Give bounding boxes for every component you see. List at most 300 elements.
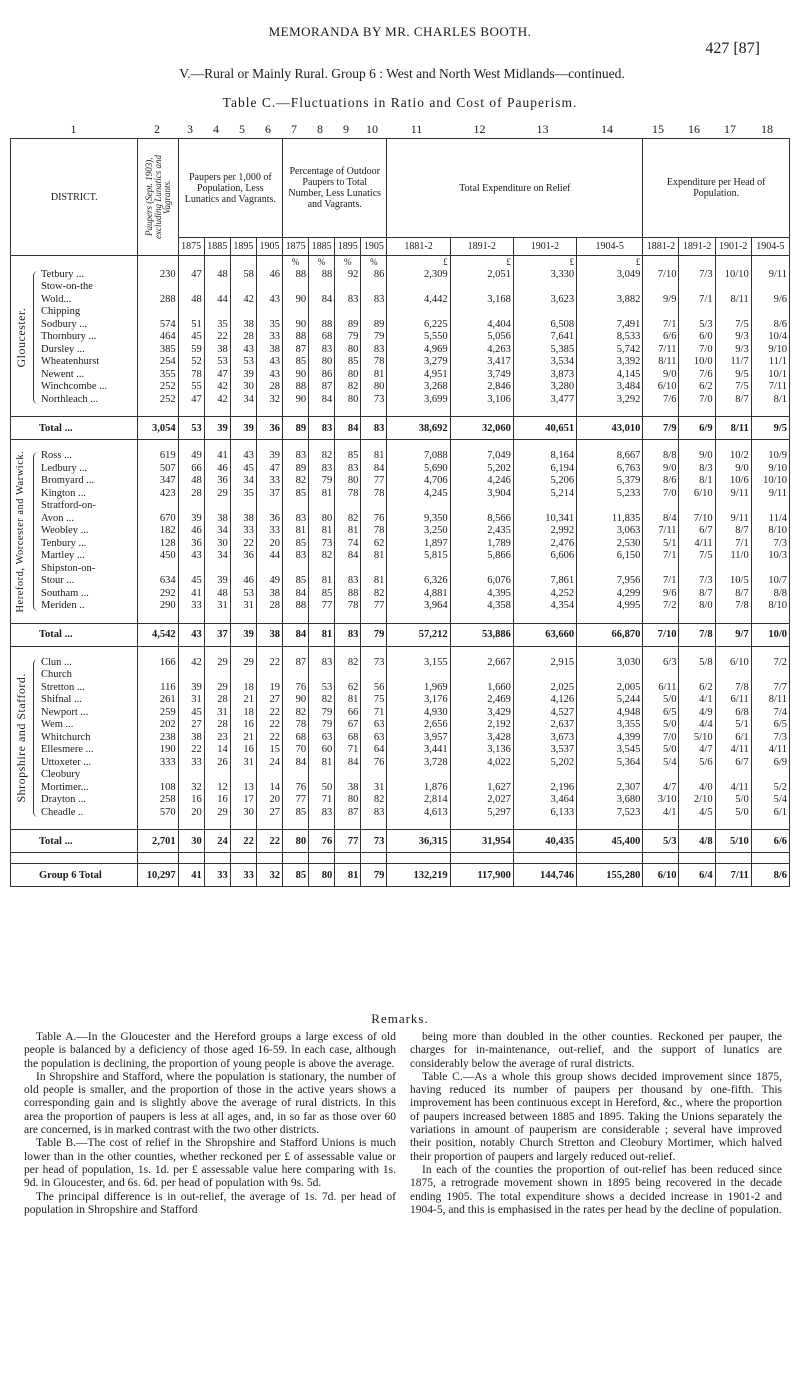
cell-value: 16 xyxy=(230,719,256,732)
cell-value xyxy=(643,306,679,319)
cell-value: 4,246 xyxy=(450,475,513,488)
cell-value xyxy=(679,769,715,782)
cell-value: 5/0 xyxy=(643,694,679,707)
cell-value: 78 xyxy=(283,719,309,732)
cell-value xyxy=(450,281,513,294)
cell-value: 4,263 xyxy=(450,344,513,357)
district-name: Thornbury ... xyxy=(11,331,138,344)
cell-value: 85 xyxy=(309,588,335,601)
cell-value: 28 xyxy=(204,719,230,732)
table-row xyxy=(11,525,790,538)
cell-value: 4,969 xyxy=(387,344,450,357)
cell-value: 4,358 xyxy=(450,600,513,613)
cell-value: 83 xyxy=(361,417,387,440)
cell-value: 78 xyxy=(178,369,204,382)
cell-value: 9/0 xyxy=(715,463,751,476)
cell-value: 128 xyxy=(138,538,178,551)
district-name: Kington ... xyxy=(11,488,138,501)
year-header: 1881-2 xyxy=(387,238,450,256)
cell-value: 79 xyxy=(309,707,335,720)
cell-value: 83 xyxy=(361,344,387,357)
table-row xyxy=(11,369,790,382)
cell-value: 81 xyxy=(361,575,387,588)
table-row xyxy=(11,563,790,576)
cell-value: 83 xyxy=(335,575,361,588)
cell-value: 4,527 xyxy=(513,707,576,720)
cell-value: 10/0 xyxy=(679,356,715,369)
table-row xyxy=(11,319,790,332)
pound-mark: £ xyxy=(513,256,576,269)
district-name: Whitchurch xyxy=(11,732,138,745)
cell-value xyxy=(283,281,309,294)
cell-value: 3,957 xyxy=(387,732,450,745)
cell-value: 56 xyxy=(361,682,387,695)
cell-value: 3,054 xyxy=(138,417,178,440)
district-name: Dursley ... xyxy=(11,344,138,357)
cell-value: 6,133 xyxy=(513,807,576,820)
cell-value: 88 xyxy=(283,331,309,344)
table-row xyxy=(11,707,790,720)
cell-value: 3,292 xyxy=(577,394,643,407)
cell-value: 83 xyxy=(309,807,335,820)
cell-value: 86 xyxy=(309,369,335,382)
district-name: Northleach ... xyxy=(11,394,138,407)
cell-value: 16 xyxy=(230,744,256,757)
cell-value xyxy=(715,669,751,682)
cell-value: 38 xyxy=(256,344,282,357)
cell-value: 41 xyxy=(178,588,204,601)
cell-value xyxy=(230,769,256,782)
cell-value: 288 xyxy=(138,294,178,307)
cell-value: 30 xyxy=(230,807,256,820)
district-name: Bromyard ... xyxy=(11,475,138,488)
cell-value: 7,861 xyxy=(513,575,576,588)
cell-value xyxy=(178,306,204,319)
table-title: Table C.—Fluctuations in Ratio and Cost of Pauperism. xyxy=(222,95,578,110)
cell-value xyxy=(309,669,335,682)
table-row xyxy=(11,744,790,757)
district-name: Shifnal ... xyxy=(11,694,138,707)
cell-value xyxy=(335,306,361,319)
district-name: Newent ... xyxy=(11,369,138,382)
unit-marks-row xyxy=(11,256,790,269)
cell-value xyxy=(230,669,256,682)
cell-value: 32 xyxy=(256,394,282,407)
cell-value: 252 xyxy=(138,394,178,407)
cell-value: 5,815 xyxy=(387,550,450,563)
cell-value: 8/11 xyxy=(643,356,679,369)
cell-value: 5/1 xyxy=(715,719,751,732)
cell-value: 4/4 xyxy=(679,719,715,732)
cell-value: 28 xyxy=(178,488,204,501)
cell-value: 84 xyxy=(309,394,335,407)
cell-value: 43 xyxy=(256,356,282,369)
cell-value: 5,202 xyxy=(513,757,576,770)
cell-value: 3,280 xyxy=(513,381,576,394)
district-name: Drayton ... xyxy=(11,794,138,807)
cell-value: 7/1 xyxy=(715,538,751,551)
cell-value: 3,534 xyxy=(513,356,576,369)
cell-value: 10/1 xyxy=(751,369,789,382)
cell-value: 5/0 xyxy=(715,807,751,820)
cell-value xyxy=(361,669,387,682)
cell-value: 8/11 xyxy=(715,417,751,440)
cell-value: 36 xyxy=(256,513,282,526)
cell-value xyxy=(715,281,751,294)
table-row xyxy=(11,356,790,369)
cell-value: 2,469 xyxy=(450,694,513,707)
cell-value: 53 xyxy=(204,356,230,369)
cell-value: 4,542 xyxy=(138,623,178,646)
cell-value xyxy=(577,500,643,513)
cell-value: 30 xyxy=(204,538,230,551)
cell-value: 39 xyxy=(230,417,256,440)
cell-value: 76 xyxy=(283,682,309,695)
remark-paragraph: Table B.—The cost of relief in the Shropshire and Stafford Unions is much lower than in the other counties, whether reckoned per £ of assessable value or per head of population, 1s. 1d. per £ assessable value here comparing with 1s. 9d. in Gloucester, and 6s. 6d. per head of population with 9s. 5d. xyxy=(24,1137,396,1190)
cell-value xyxy=(387,669,450,682)
cell-value: 4,951 xyxy=(387,369,450,382)
cell-value: 24 xyxy=(204,830,230,853)
cell-value: 3,330 xyxy=(513,269,576,282)
district-name: Avon ... xyxy=(11,513,138,526)
district-name: Clun ... Shropshire and Stafford. xyxy=(11,657,138,670)
cell-value xyxy=(679,306,715,319)
cell-value: 48 xyxy=(178,294,204,307)
year-header: 1901-2 xyxy=(715,238,751,256)
cell-value: 26 xyxy=(204,757,230,770)
cell-value: 2,992 xyxy=(513,525,576,538)
cell-value: 83 xyxy=(309,657,335,670)
total-row xyxy=(11,864,790,887)
cell-value: 4,354 xyxy=(513,600,576,613)
cell-value: 6/10 xyxy=(715,657,751,670)
cell-value: 22 xyxy=(256,657,282,670)
cell-value: 5/1 xyxy=(643,538,679,551)
remarks-column-right xyxy=(410,1031,782,1217)
table-row xyxy=(11,450,790,463)
cell-value: 83 xyxy=(335,623,361,646)
cell-value: 89 xyxy=(283,417,309,440)
cell-value: 2,307 xyxy=(577,782,643,795)
cell-value: 45 xyxy=(230,463,256,476)
column-numbers xyxy=(10,122,790,138)
page-header xyxy=(0,0,800,90)
cell-value: 83 xyxy=(361,294,387,307)
cell-value: 33 xyxy=(230,525,256,538)
table-row xyxy=(11,757,790,770)
cell-value: 35 xyxy=(256,319,282,332)
year-header: 1881-2 xyxy=(643,238,679,256)
cell-value: 16 xyxy=(204,794,230,807)
cell-value xyxy=(309,769,335,782)
cell-value: 7/11 xyxy=(643,344,679,357)
cell-value: 79 xyxy=(361,864,387,887)
cell-value: 423 xyxy=(138,488,178,501)
cell-value: 670 xyxy=(138,513,178,526)
cell-value: 2,051 xyxy=(450,269,513,282)
cell-value: 1,969 xyxy=(387,682,450,695)
group-brace xyxy=(33,659,39,818)
cell-value xyxy=(204,500,230,513)
cell-value: 11/0 xyxy=(715,550,751,563)
cell-value: 116 xyxy=(138,682,178,695)
cell-value: 7/4 xyxy=(751,707,789,720)
cell-value: 47 xyxy=(204,369,230,382)
cell-value: 39 xyxy=(230,623,256,646)
table-row xyxy=(11,600,790,613)
district-name: Newport ... xyxy=(11,707,138,720)
cell-value: 9/6 xyxy=(643,588,679,601)
cell-value: 3,136 xyxy=(450,744,513,757)
remarks-title: Remarks. xyxy=(371,1011,429,1026)
cell-value: 12 xyxy=(204,782,230,795)
group-brace xyxy=(33,452,39,611)
cell-value: 7,956 xyxy=(577,575,643,588)
cell-value xyxy=(715,563,751,576)
cell-value: 31 xyxy=(204,707,230,720)
column-number: 6 xyxy=(265,122,271,136)
cell-value: 6,076 xyxy=(450,575,513,588)
year-header: 1905 xyxy=(361,238,387,256)
cell-value: 5,056 xyxy=(450,331,513,344)
cell-value: 38 xyxy=(204,344,230,357)
cell-value: 36,315 xyxy=(387,830,450,853)
cell-value: 92 xyxy=(335,269,361,282)
cell-value: 82 xyxy=(335,381,361,394)
cell-value: 10/6 xyxy=(715,475,751,488)
perhead-header: Expenditure per Head of Population. xyxy=(643,139,790,238)
cell-value: 44 xyxy=(204,294,230,307)
cell-value: 83 xyxy=(283,550,309,563)
cell-value: 27 xyxy=(178,719,204,732)
cell-value xyxy=(256,769,282,782)
cell-value: 1,789 xyxy=(450,538,513,551)
table-row xyxy=(11,475,790,488)
column-number: 17 xyxy=(724,122,736,136)
cell-value: 32 xyxy=(256,864,282,887)
cell-value: 53 xyxy=(309,682,335,695)
cell-value: 11/1 xyxy=(751,356,789,369)
cell-value: 52 xyxy=(178,356,204,369)
cell-value: 71 xyxy=(309,794,335,807)
cell-value: 84 xyxy=(309,294,335,307)
cell-value: 3,250 xyxy=(387,525,450,538)
district-name: Stratford-on- xyxy=(11,500,138,513)
cell-value: 3,428 xyxy=(450,732,513,745)
cell-value: 43 xyxy=(256,294,282,307)
cell-value: 5/3 xyxy=(679,319,715,332)
cell-value: 10/4 xyxy=(751,331,789,344)
cell-value: 33 xyxy=(256,475,282,488)
cell-value: 3,464 xyxy=(513,794,576,807)
cell-value: 20 xyxy=(256,794,282,807)
group-label: Hereford, Worcester and Warwick. xyxy=(15,450,26,613)
cell-value: 11/4 xyxy=(751,513,789,526)
cell-value: 5,297 xyxy=(450,807,513,820)
cell-value: 3,545 xyxy=(577,744,643,757)
cell-value: 46 xyxy=(178,525,204,538)
cell-value: 49 xyxy=(256,575,282,588)
percent-mark: % xyxy=(335,256,361,269)
cell-value: 507 xyxy=(138,463,178,476)
district-name: Sodbury ... xyxy=(11,319,138,332)
cell-value: 7/5 xyxy=(679,550,715,563)
table-row xyxy=(11,694,790,707)
cell-value: 45,400 xyxy=(577,830,643,853)
district-name: Meriden .. xyxy=(11,600,138,613)
cell-value: 82 xyxy=(335,513,361,526)
cell-value: 182 xyxy=(138,525,178,538)
cell-value: 7/5 xyxy=(715,319,751,332)
cell-value: 50 xyxy=(309,782,335,795)
year-header: 1885 xyxy=(204,238,230,256)
cell-value: 84 xyxy=(335,550,361,563)
cell-value: 85 xyxy=(283,356,309,369)
cell-value: 22 xyxy=(230,538,256,551)
table-row xyxy=(11,732,790,745)
cell-value: 34 xyxy=(204,550,230,563)
cell-value: 7/11 xyxy=(751,381,789,394)
cell-value: 7/10 xyxy=(643,269,679,282)
cell-value: 28 xyxy=(230,331,256,344)
cell-value: 81 xyxy=(283,525,309,538)
year-header: 1875 xyxy=(283,238,309,256)
cell-value: 5,690 xyxy=(387,463,450,476)
cell-value: 8/11 xyxy=(751,694,789,707)
cell-value xyxy=(283,563,309,576)
cell-value xyxy=(751,500,789,513)
cell-value: 38,692 xyxy=(387,417,450,440)
table-row xyxy=(11,463,790,476)
cell-value: 6/11 xyxy=(715,694,751,707)
cell-value: 29 xyxy=(204,682,230,695)
cell-value: 5/0 xyxy=(715,794,751,807)
cell-value: 1,660 xyxy=(450,682,513,695)
cell-value: 29 xyxy=(204,807,230,820)
cell-value: 8,533 xyxy=(577,331,643,344)
cell-value: 9/3 xyxy=(715,331,751,344)
cell-value xyxy=(256,306,282,319)
cell-value: 8,566 xyxy=(450,513,513,526)
cell-value: 1,627 xyxy=(450,782,513,795)
column-number: 2 xyxy=(154,122,160,136)
cell-value: 347 xyxy=(138,475,178,488)
cell-value xyxy=(138,769,178,782)
cell-value xyxy=(283,500,309,513)
cell-value: 5/8 xyxy=(679,657,715,670)
cell-value: 3,355 xyxy=(577,719,643,732)
cell-value: 81 xyxy=(361,550,387,563)
cell-value: 57,212 xyxy=(387,623,450,646)
cell-value: 82 xyxy=(309,450,335,463)
cell-value: 82 xyxy=(309,550,335,563)
cell-value: 43 xyxy=(178,550,204,563)
cell-value: 75 xyxy=(361,694,387,707)
cell-value: 6/2 xyxy=(679,381,715,394)
cell-value: 22 xyxy=(256,732,282,745)
cell-value: 44 xyxy=(256,550,282,563)
cell-value xyxy=(256,281,282,294)
cell-value: 73 xyxy=(361,657,387,670)
cell-value: 36 xyxy=(178,538,204,551)
cell-value: 83 xyxy=(309,344,335,357)
cell-value: 45 xyxy=(178,707,204,720)
cell-value: 30 xyxy=(178,830,204,853)
cell-value: 6/10 xyxy=(643,381,679,394)
cell-value: 4/1 xyxy=(679,694,715,707)
cell-value: 3,417 xyxy=(450,356,513,369)
cell-value: 39 xyxy=(230,369,256,382)
district-name: Ross ... Hereford, Worcester and Warwick. xyxy=(11,450,138,463)
cell-value: 88 xyxy=(309,269,335,282)
cell-value: 2,196 xyxy=(513,782,576,795)
column-number: 16 xyxy=(688,122,700,136)
cell-value: 71 xyxy=(335,744,361,757)
cell-value: 81 xyxy=(309,525,335,538)
cell-value xyxy=(387,281,450,294)
cell-value xyxy=(178,563,204,576)
table-row xyxy=(11,394,790,407)
table-row xyxy=(11,682,790,695)
district-name: Stow-on-the xyxy=(11,281,138,294)
cell-value: 38 xyxy=(204,513,230,526)
expenditure-header: Total Expenditure on Relief xyxy=(387,139,643,238)
district-header: DISTRICT. xyxy=(11,139,138,256)
cell-value: 34 xyxy=(204,525,230,538)
cell-value: 3,882 xyxy=(577,294,643,307)
cell-value xyxy=(577,281,643,294)
cell-value: 2,530 xyxy=(577,538,643,551)
remark-paragraph: In each of the counties the proportion of out-relief has been reduced since 1875, a retrograde movement shown in 1895 being recovered in the decade ending 1905. The total expenditure shows a decided increase in 1901-2 and 1904-5, and this is emphasised in the rates per head by the decline of population. xyxy=(410,1163,782,1216)
cell-value: 76 xyxy=(361,513,387,526)
cell-value xyxy=(577,563,643,576)
cell-value: 68 xyxy=(335,732,361,745)
cell-value: 355 xyxy=(138,369,178,382)
cell-value xyxy=(256,500,282,513)
cell-value: 82 xyxy=(361,794,387,807)
cell-value: 38 xyxy=(230,319,256,332)
cell-value: 68 xyxy=(283,732,309,745)
cell-value: 31 xyxy=(230,600,256,613)
cell-value: 5/0 xyxy=(643,744,679,757)
cell-value: 88 xyxy=(309,319,335,332)
cell-value: 76 xyxy=(283,782,309,795)
cell-value xyxy=(361,281,387,294)
cell-value: 9/3 xyxy=(715,344,751,357)
cell-value: 9/11 xyxy=(751,488,789,501)
cell-value: 4/1 xyxy=(643,807,679,820)
cell-value: 8/7 xyxy=(715,394,751,407)
cell-value xyxy=(643,769,679,782)
cell-value: 88 xyxy=(335,588,361,601)
table-row xyxy=(11,331,790,344)
cell-value: 90 xyxy=(283,394,309,407)
cell-value: 8/6 xyxy=(643,475,679,488)
cell-value: 10/10 xyxy=(751,475,789,488)
cell-value: 43,010 xyxy=(577,417,643,440)
cell-value: 2,701 xyxy=(138,830,178,853)
cell-value: 24 xyxy=(256,757,282,770)
remark-paragraph: Table A.—In the Gloucester and the Hereford groups a large excess of old people is balanced by a deficiency of those aged 16-59. In each case, although the population is declining, the proportion of young people is above the average. xyxy=(24,1031,396,1070)
cell-value xyxy=(450,769,513,782)
cell-value: 15 xyxy=(256,744,282,757)
cell-value: 63 xyxy=(361,732,387,745)
cell-value: 9/6 xyxy=(751,294,789,307)
percent-mark: % xyxy=(283,256,309,269)
column-number: 4 xyxy=(213,122,219,136)
cell-value: 46 xyxy=(204,463,230,476)
cell-value: 7/7 xyxy=(751,682,789,695)
